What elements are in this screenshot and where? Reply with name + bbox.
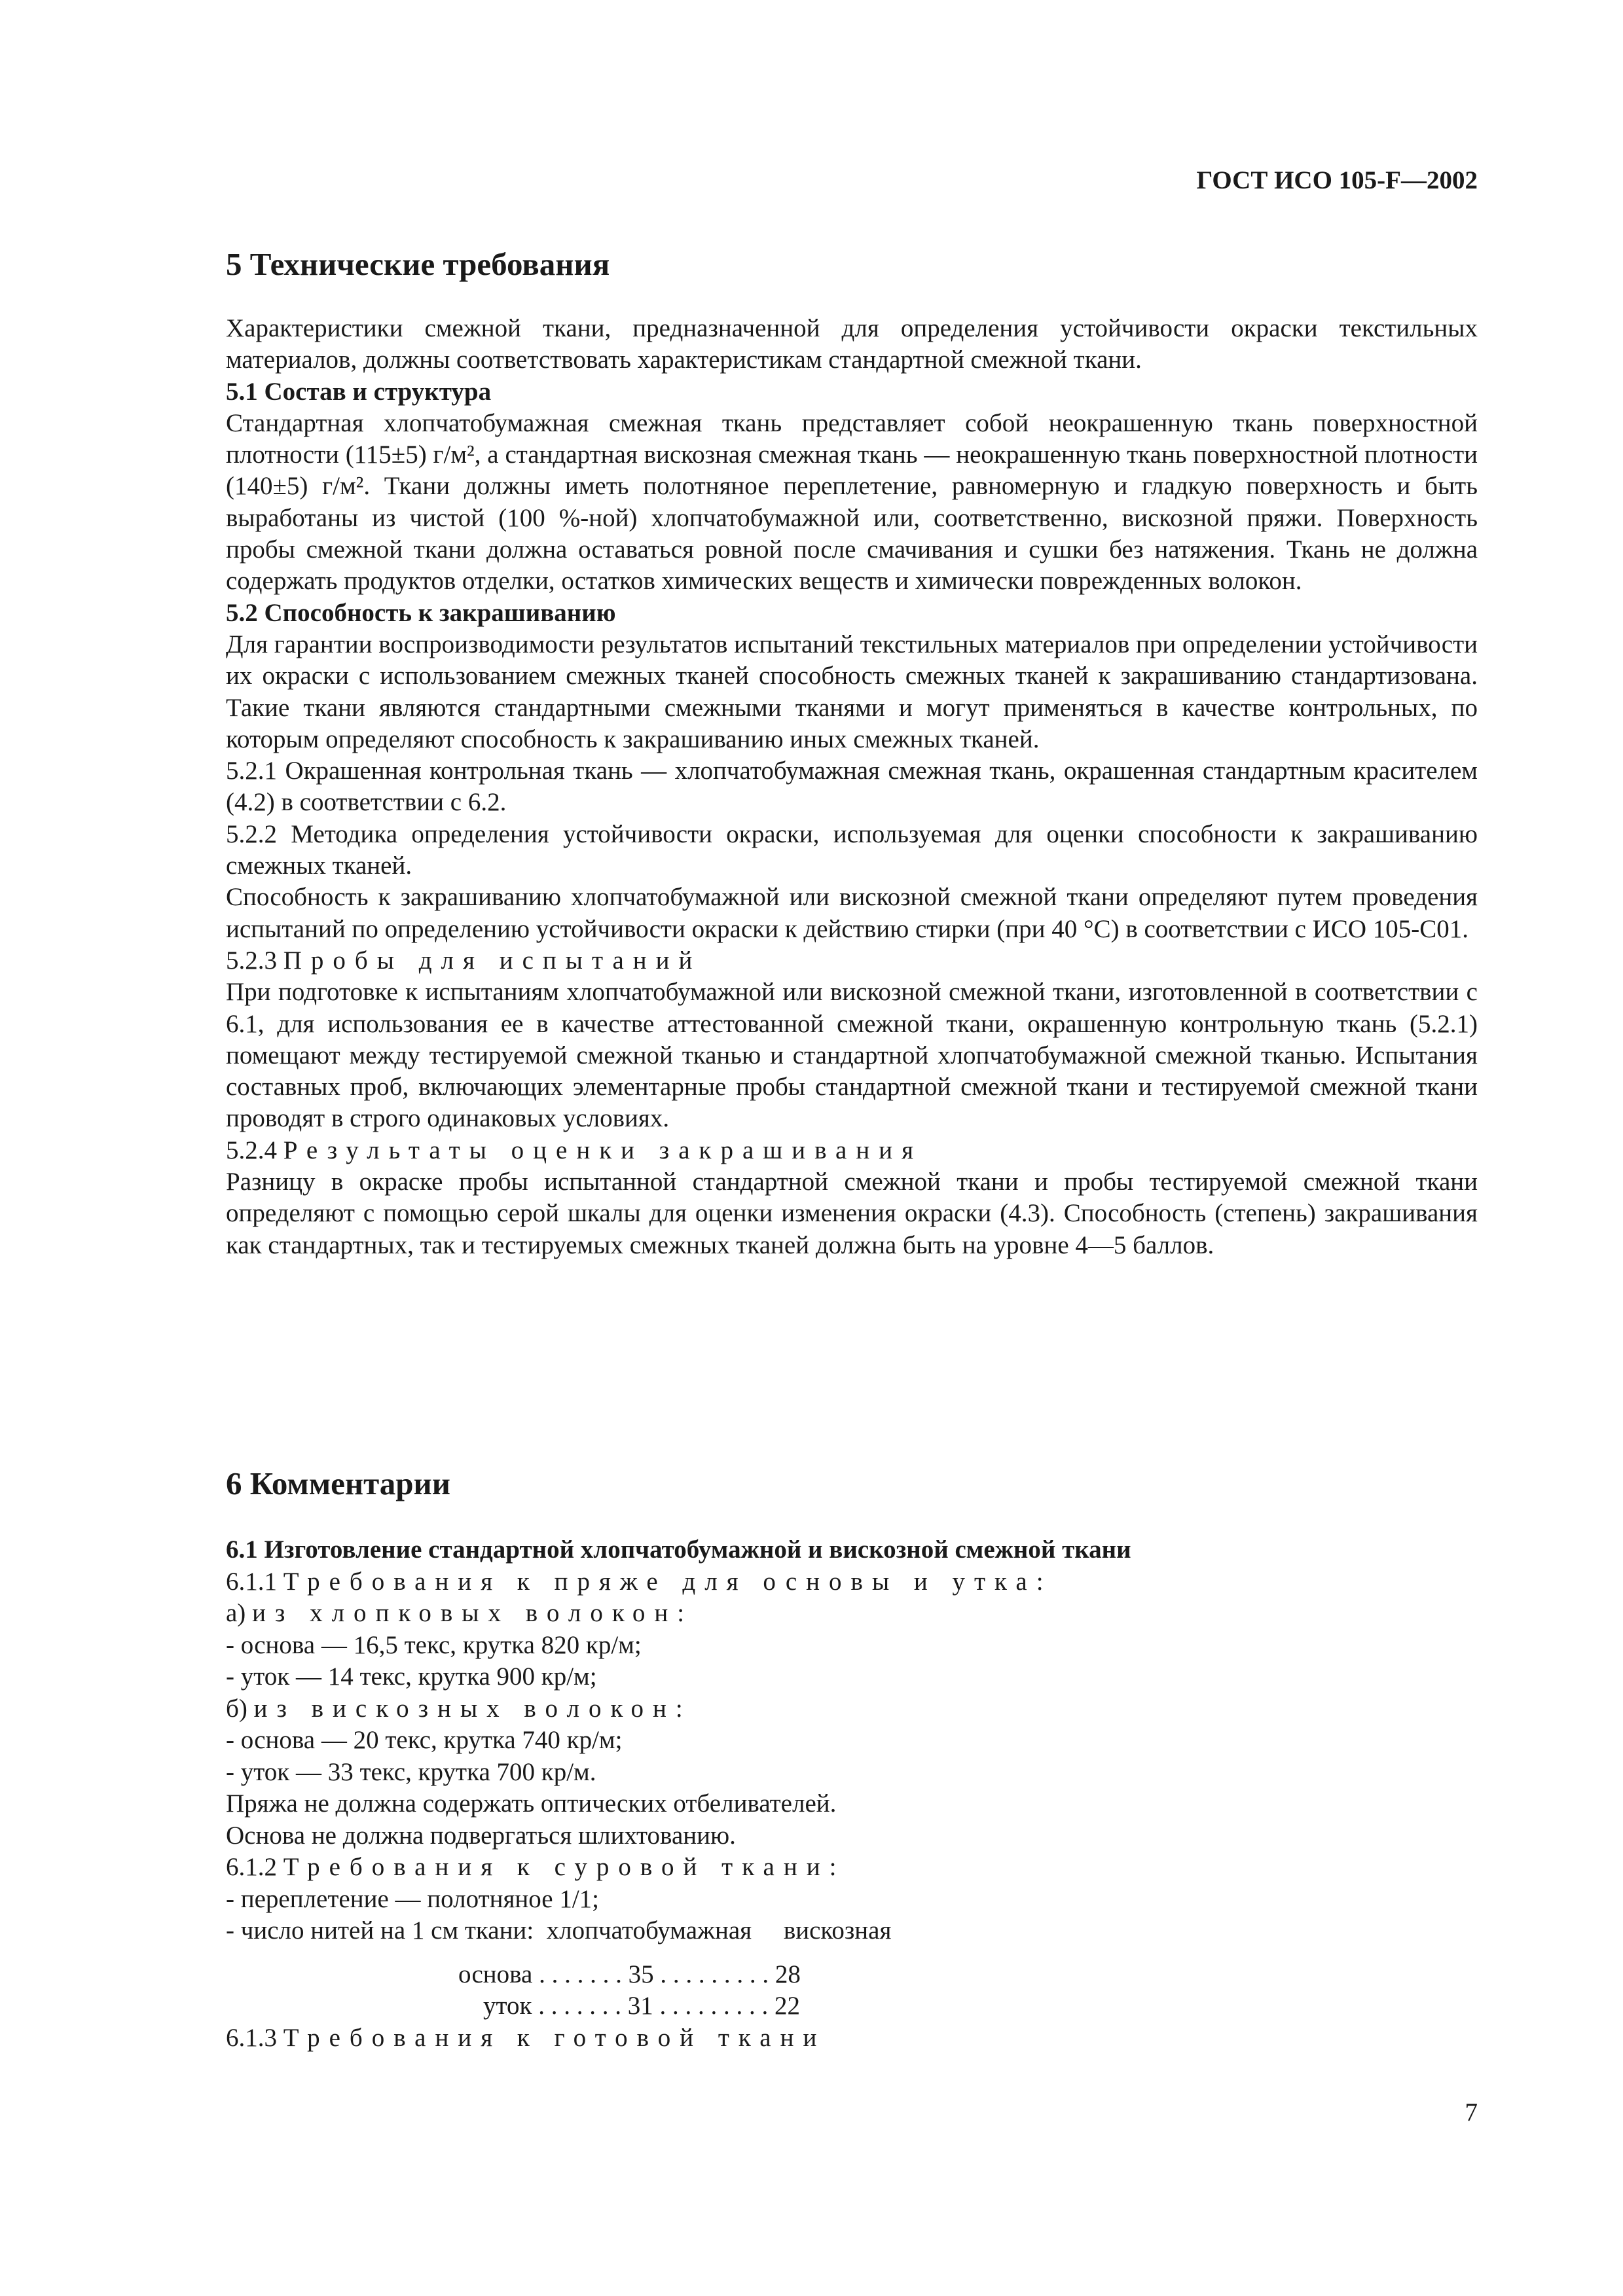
subsection-5-2-1-text: 5.2.1 Окрашенная контрольная ткань — хлопчатобумажная смежная ткань, окрашенная стандартным красителем (4.2) в соответствии с 6.2.	[226, 757, 1478, 817]
subsection-6-1-3-number: 6.1.3	[226, 2024, 277, 2052]
subsection-6-1-title: 6.1 Изготовление стандартной хлопчатобумажной и вискозной смежной ткани	[226, 1535, 1131, 1564]
subsection-6-1-2-number: 6.1.2	[226, 1853, 277, 1881]
subsection-6-1-1-number: 6.1.1	[226, 1567, 277, 1596]
note-optical-brighteners: Пряжа не должна содержать оптических отбеливателей.	[226, 1789, 837, 1818]
item-b-line-2: - уток — 33 текс, крутка 700 кр/м.	[226, 1757, 596, 1786]
section-6-title: 6 Комментарии	[226, 1465, 451, 1501]
page-number: 7	[1465, 2098, 1478, 2126]
item-b-title: из вискозных волокон:	[253, 1694, 692, 1723]
subsection-5-2-3-text: При подготовке к испытаниям хлопчатобумажной или вискозной смежной ткани, изготовленной в соответствии с 6.1, для использования ее в качестве аттестованной смежной ткани, окрашенную контрольную ткань (5.2.1) помещают между тестируемой смежной тканью и стандартной хлопчатобумажной смежной тканью. Испытания составных проб, включающих элементарные пробы стандартной смежной ткани и тестируемой смежной ткани проводят в строго одинаковых условиях.	[226, 978, 1478, 1133]
subsection-5-2-2-text: 5.2.2 Методика определения устойчивости окраски, используемая для оценки способности к закрашиванию смежных тканей.	[226, 819, 1478, 880]
subsection-6-1-1-title: Требования к пряже для основы и утка:	[283, 1567, 1053, 1596]
item-a-line-2: - уток — 14 текс, крутка 900 кр/м;	[226, 1662, 597, 1691]
subsection-5-2-3-number: 5.2.3	[226, 946, 277, 975]
subsection-5-2-text: Для гарантии воспроизводимости результатов испытаний текстильных материалов при определении устойчивости их окраски с использованием смежных тканей способность смежных тканей к закрашиванию стандартизована. Такие ткани являются стандартными смежными тканями и могут применяться в качестве контрольных, по которым определяют способность к закрашиванию иных смежных тканей.	[226, 630, 1478, 753]
section-6-body	[226, 1534, 1478, 1947]
subsection-5-2-2-text-2: Способность к закрашиванию хлопчатобумажной или вискозной смежной ткани определяют путем проведения испытаний по определению устойчивости окраски к действию стирки (при 40 °С) в соответствии с ИСО 105-С01.	[226, 883, 1478, 943]
subsection-6-1-2-title: Требования к суровой ткани:	[283, 1853, 846, 1881]
section-5-intro	[226, 313, 1478, 376]
subsection-5-1-text: Стандартная хлопчатобумажная смежная ткань представляет собой неокрашенную ткань поверхностной плотности (115±5) г/м², а стандартная вискозная смежная ткань — неокрашенную ткань поверхностной плотности (140±5) г/м². Ткани должны иметь полотняное переплетение, равномерную и гладкую поверхность и быть выработаны из чистой (100 %-ной) хлопчатобумажной или, соответственно, вискозной пряжи. Поверхность пробы смежной ткани должна оставаться ровной после смачивания и сушки без натяжения. Ткань не должна содержать продуктов отделки, остатков химических веществ и химически поврежденных волокон.	[226, 408, 1478, 596]
table-row-warp: основа . . . . . . . 35 . . . . . . . . . 28	[458, 1960, 801, 1988]
section-5-body	[226, 313, 1478, 1261]
subsection-6-1-1-heading	[226, 1566, 1478, 1598]
section-5-intro-text: Характеристики смежной ткани, предназначенной для определения устойчивости окраски текстильных материалов, должны соответствовать характеристикам стандартной смежной ткани.	[226, 314, 1478, 374]
item-b-label: б)	[226, 1694, 247, 1723]
subsection-5-2-4-heading	[226, 1135, 1478, 1166]
table-row-weft: уток . . . . . . . 31 . . . . . . . . . 22	[483, 1992, 800, 2020]
item-b-heading	[226, 1693, 1478, 1725]
subsection-5-1-title	[226, 376, 1478, 408]
item-a-title: из хлопковых волокон:	[252, 1599, 694, 1627]
subsection-5-2-4-title: Результаты оценки закрашивания	[283, 1136, 923, 1164]
item-a-line-1: - основа — 16,5 текс, крутка 820 кр/м;	[226, 1630, 642, 1659]
document-header: ГОСТ ИСО 105-F—2002	[1196, 166, 1478, 194]
item-a-heading	[226, 1598, 1478, 1630]
threads-header-line: - число нитей на 1 см ткани: хлопчатобумажная вискозная	[226, 1916, 892, 1945]
subsection-5-2-4-number: 5.2.4	[226, 1136, 277, 1164]
weave-line: - переплетение — полотняное 1/1;	[226, 1884, 600, 1913]
item-b-line-1: - основа — 20 текс, крутка 740 кр/м;	[226, 1726, 623, 1754]
subsection-5-2-4-text: Разницу в окраске пробы испытанной стандартной смежной ткани и пробы тестируемой смежной ткани определяют с помощью серой шкалы для оценки изменения окраски (4.3). Способность (степень) закрашивания как стандартных, так и тестируемых смежных тканей должна быть на уровне 4—5 баллов.	[226, 1168, 1478, 1259]
subsection-6-1-3-title: Требования к готовой ткани	[283, 2024, 826, 2052]
subsection-5-1-title-text: 5.1 Состав и структура	[226, 377, 492, 406]
subsection-5-2-title: 5.2 Способность к закрашиванию	[226, 598, 616, 627]
note-sizing: Основа не должна подвергаться шлихтованию.	[226, 1821, 736, 1850]
section-5-title: 5 Технические требования	[226, 246, 610, 282]
subsection-5-2-3-title: Пробы для испытаний	[283, 946, 702, 975]
item-a-label: а)	[226, 1599, 246, 1627]
subsection-5-2-3-heading	[226, 945, 1478, 977]
subsection-6-1-2-heading	[226, 1852, 1478, 1884]
subsection-6-1-3-heading	[226, 2022, 826, 2054]
